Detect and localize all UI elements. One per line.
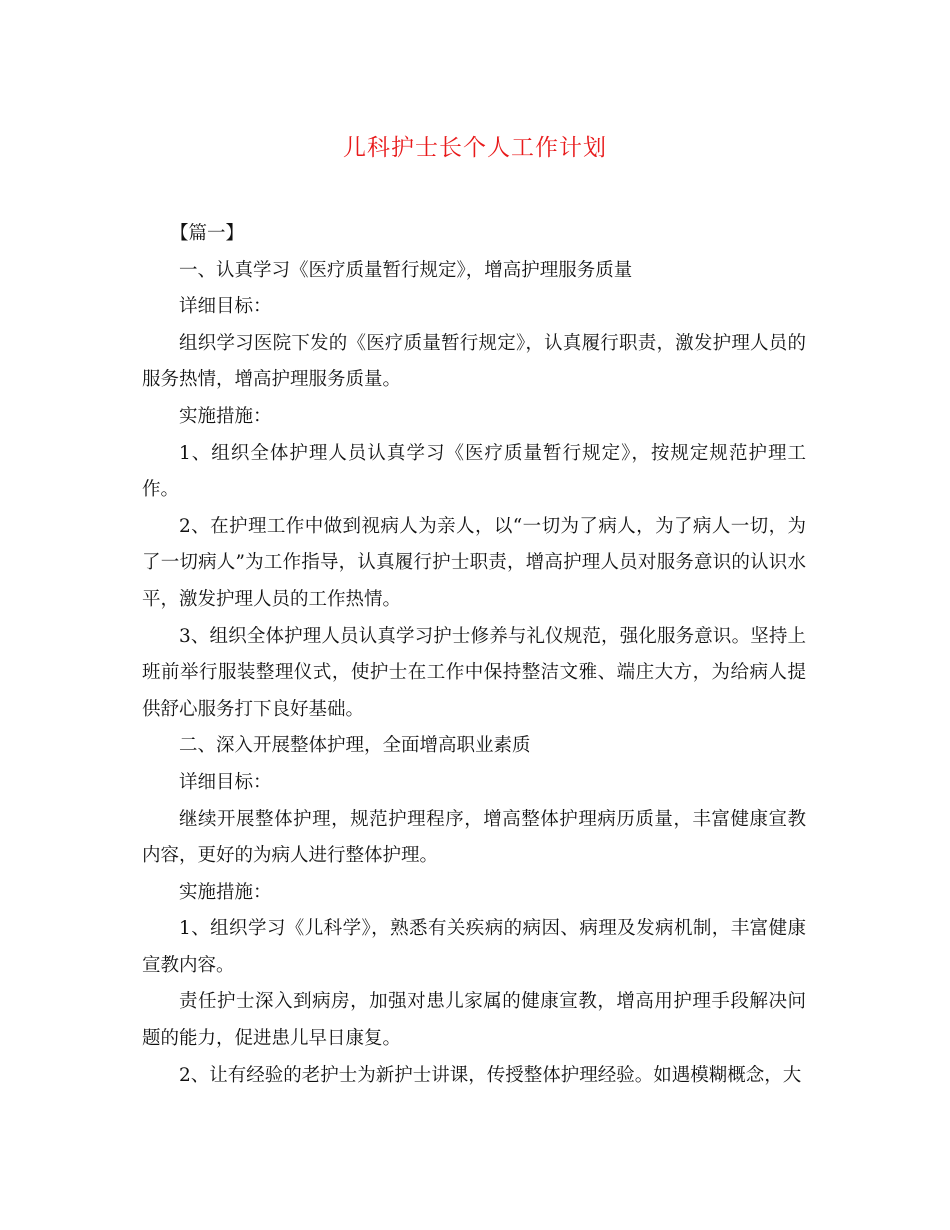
- measure-1-2: 2、在护理工作中做到视病人为亲人，以“一切为了病人，为了病人一切，为了一切病人”为工作指导，认真履行护士职责，增高护理人员对服务意识的认识水平，激发护理人员的工作热情。: [142, 515, 806, 610]
- paragraph-responsibility: 责任护士深入到病房，加强对患儿家属的健康宣教，增高用护理手段解决问题的能力，促进患儿早日康复。: [142, 991, 806, 1050]
- heading-1: 一、认真学习《医疗质量暂行规定》，增高护理服务质量: [179, 259, 633, 281]
- measure-1-3: 3、组织全体护理人员认真学习护士修养与礼仪规范，强化服务意识。坚持上班前举行服装整理仪式，使护士在工作中保持整洁文雅、端庄大方，为给病人提供舒心服务打下良好基础。: [142, 625, 806, 720]
- label-measures-1: 实施措施：: [179, 405, 272, 427]
- measure-2-2: 2、让有经验的老护士为新护士讲课，传授整体护理经验。如遇模糊概念，大: [179, 1064, 802, 1086]
- paragraph-goal-1: 组织学习医院下发的《医疗质量暂行规定》，认真履行职责，激发护理人员的服务热情，增高护理服务质量。: [142, 332, 806, 391]
- label-goal-2: 详细目标：: [179, 771, 272, 793]
- measure-1-1: 1、组织全体护理人员认真学习《医疗质量暂行规定》，按规定规范护理工作。: [142, 442, 806, 501]
- heading-2: 二、深入开展整体护理，全面增高职业素质: [179, 735, 531, 757]
- label-measures-2: 实施措施：: [179, 881, 272, 903]
- section-marker: 【篇一】: [170, 223, 245, 244]
- document-title: 儿科护士长个人工作计划: [343, 135, 607, 161]
- paragraph-goal-2: 继续开展整体护理，规范护理程序，增高整体护理病历质量，丰富健康宣教内容，更好的为病人进行整体护理。: [142, 808, 806, 867]
- document-body: [142, 216, 806, 1094]
- measure-2-1: 1、组织学习《儿科学》，熟悉有关疾病的病因、病理及发病机制，丰富健康宣教内容。: [142, 918, 806, 976]
- label-goal-1: 详细目标：: [179, 296, 272, 318]
